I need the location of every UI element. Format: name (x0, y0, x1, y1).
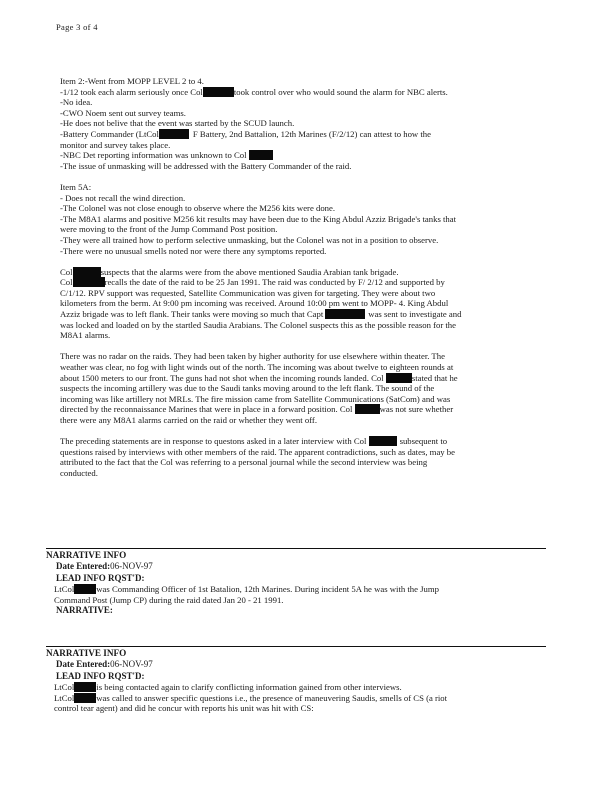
document-body (60, 76, 546, 479)
item-5a-heading: Item 5A: (60, 181, 92, 192)
paragraph-line: suspects the incoming artillery was due to the Saudi tanks moving around to the left flank. The sound of the (60, 383, 435, 394)
narrative-section-2 (46, 646, 546, 714)
page-number: Page 3 of 4 (56, 22, 98, 32)
paragraph-line: M8A1 alarms. (60, 330, 111, 341)
paragraph-line: kilometers from the berm. At 9:00 pm incoming was received. Around 10:00 pm went to MOPP- 4. King Abdul (60, 298, 449, 309)
item-2-line: monitor and survey takes place. (60, 139, 171, 150)
section-heading: NARRATIVE INFO (46, 550, 127, 560)
date-entered-field: Date Entered:06-NOV-97 (56, 659, 153, 669)
paragraph-line: There was no radar on the raids. They had been taken by higher authority for use elsewhere within theater. The (60, 351, 445, 362)
lead-info-label: LEAD INFO RQST'D: (56, 670, 145, 681)
redaction-bar (386, 373, 412, 383)
paragraph-line: attributed to the fact that the Col was referring to a personal journal while the second interview was being (60, 457, 428, 468)
item-5a-line: -The Colonel was not close enough to observe where the M256 kits were done. (60, 203, 336, 214)
item-2-line: -1/12 took each alarm seriously once Col took control over who would sound the alarm for NBC alerts. (60, 86, 448, 97)
redaction-bar (74, 693, 96, 703)
section-divider (46, 548, 546, 549)
redaction-bar (325, 309, 365, 319)
narrative-label: NARRATIVE: (56, 605, 113, 616)
item-5a-line: - Does not recall the wind direction. (60, 192, 186, 203)
item-5a-line: -There were no unusual smells noted nor were there any symptoms reported. (60, 245, 327, 256)
section-heading: NARRATIVE INFO (46, 648, 127, 658)
paragraph-line: Col suspects that the alarms were from the above mentioned Saudia Arabian tank brigade. (60, 266, 399, 277)
item-2-line: -NBC Det reporting information was unknown to Col (60, 150, 546, 161)
paragraph-line: directed by the reconnaissance Marines that were in place in a forward position. Col was not sure whether (60, 404, 454, 415)
paragraph-line: about 1500 meters to our front. The guns had not shot when the incoming rounds landed. Col stated that he (60, 372, 458, 383)
lead-info-label: LEAD INFO RQST'D: (56, 572, 145, 583)
narrative-text: LtCol is being contacted again to clarify conflicting information gained from other interviews. LtCol was called to answer specific questions i.e., the presence of maneuvering Saudis, smells of CS (a riot control tear agent) and did he concur with reports his unit was hit with CS: (54, 682, 448, 714)
redaction-bar (73, 277, 105, 287)
paragraph-line: incoming was like artillery not MRLs. The fire mission came from Satellite Communications (SatCom) and was (60, 393, 451, 404)
section-divider (46, 646, 546, 647)
narrative-text: LtCol was Commanding Officer of 1st Batalion, 12th Marines. During incident 5A he was with the Jump Command Post (Jump CP) during the raid dated Jan 20 - 21 1991. (54, 584, 439, 605)
item-5a-line: -They were all trained how to perform selective unmasking, but the Colonel was not in a position to observe. (60, 234, 439, 245)
item-2-line: -He does not belive that the event was started by the SCUD launch. (60, 118, 295, 129)
paragraph-line: there were any M8A1 alarms carried on the raid or whether they went off. (60, 415, 317, 425)
item-2-line: -No idea. (60, 97, 93, 108)
redaction-bar (74, 682, 96, 692)
paragraph-line: was locked and loaded on by the startled Saudia Arabians. The Colonel suspects this as the possible reason for the (60, 319, 456, 330)
item-5a-line: were moving to the front of the Jump Command Post position. (60, 224, 278, 235)
item-2-line: -The issue of unmasking will be addressed with the Battery Commander of the raid. (60, 160, 352, 171)
paragraph-line: Col recalls the date of the raid to be 25 Jan 1991. The raid was conducted by F/ 2/12 and supported by (60, 277, 445, 288)
redaction-bar (203, 87, 234, 97)
item-2-line: -CWO Noem sent out survey teams. (60, 107, 186, 118)
paragraph-line: C/1/12. RPV support was requested, Satellite Communication was given for targeting. They were about two (60, 287, 436, 298)
narrative-section-1 (46, 548, 546, 617)
paragraph-line: questions raised by interviews with other members of the raid. The apparent contradictions, such as dates, may be (60, 446, 456, 457)
item-2-heading: Item 2:-Went from MOPP LEVEL 2 to 4. (60, 76, 204, 86)
redaction-bar (74, 584, 96, 594)
paragraph-line: Azziz brigade was to left flank. Their tanks were moving so much that Capt was sent to investigate and (60, 309, 462, 320)
redaction-bar (355, 404, 380, 414)
paragraph-line: conducted. (60, 467, 98, 478)
item-2-line: -Battery Commander (LtCol F Battery, 2nd Battalion, 12th Marines (F/2/12) can attest to how the (60, 128, 431, 139)
redaction-bar (159, 129, 189, 139)
item-5a-line: -The M8A1 alarms and positive M256 kit results may have been due to the King Abdul Azziz Brigade's tanks that (60, 213, 457, 224)
paragraph-line: The preceding statements are in response to questons asked in a later interview with Col subsequent to (60, 436, 448, 447)
date-entered-field: Date Entered:06-NOV-97 (56, 561, 153, 571)
redaction-bar (369, 436, 397, 446)
redaction-bar (73, 267, 101, 277)
paragraph-line: weather was clear, no fog with light winds out of the north. The incoming was about twelve to eighteen rounds at (60, 362, 454, 373)
redaction-bar (249, 150, 273, 160)
